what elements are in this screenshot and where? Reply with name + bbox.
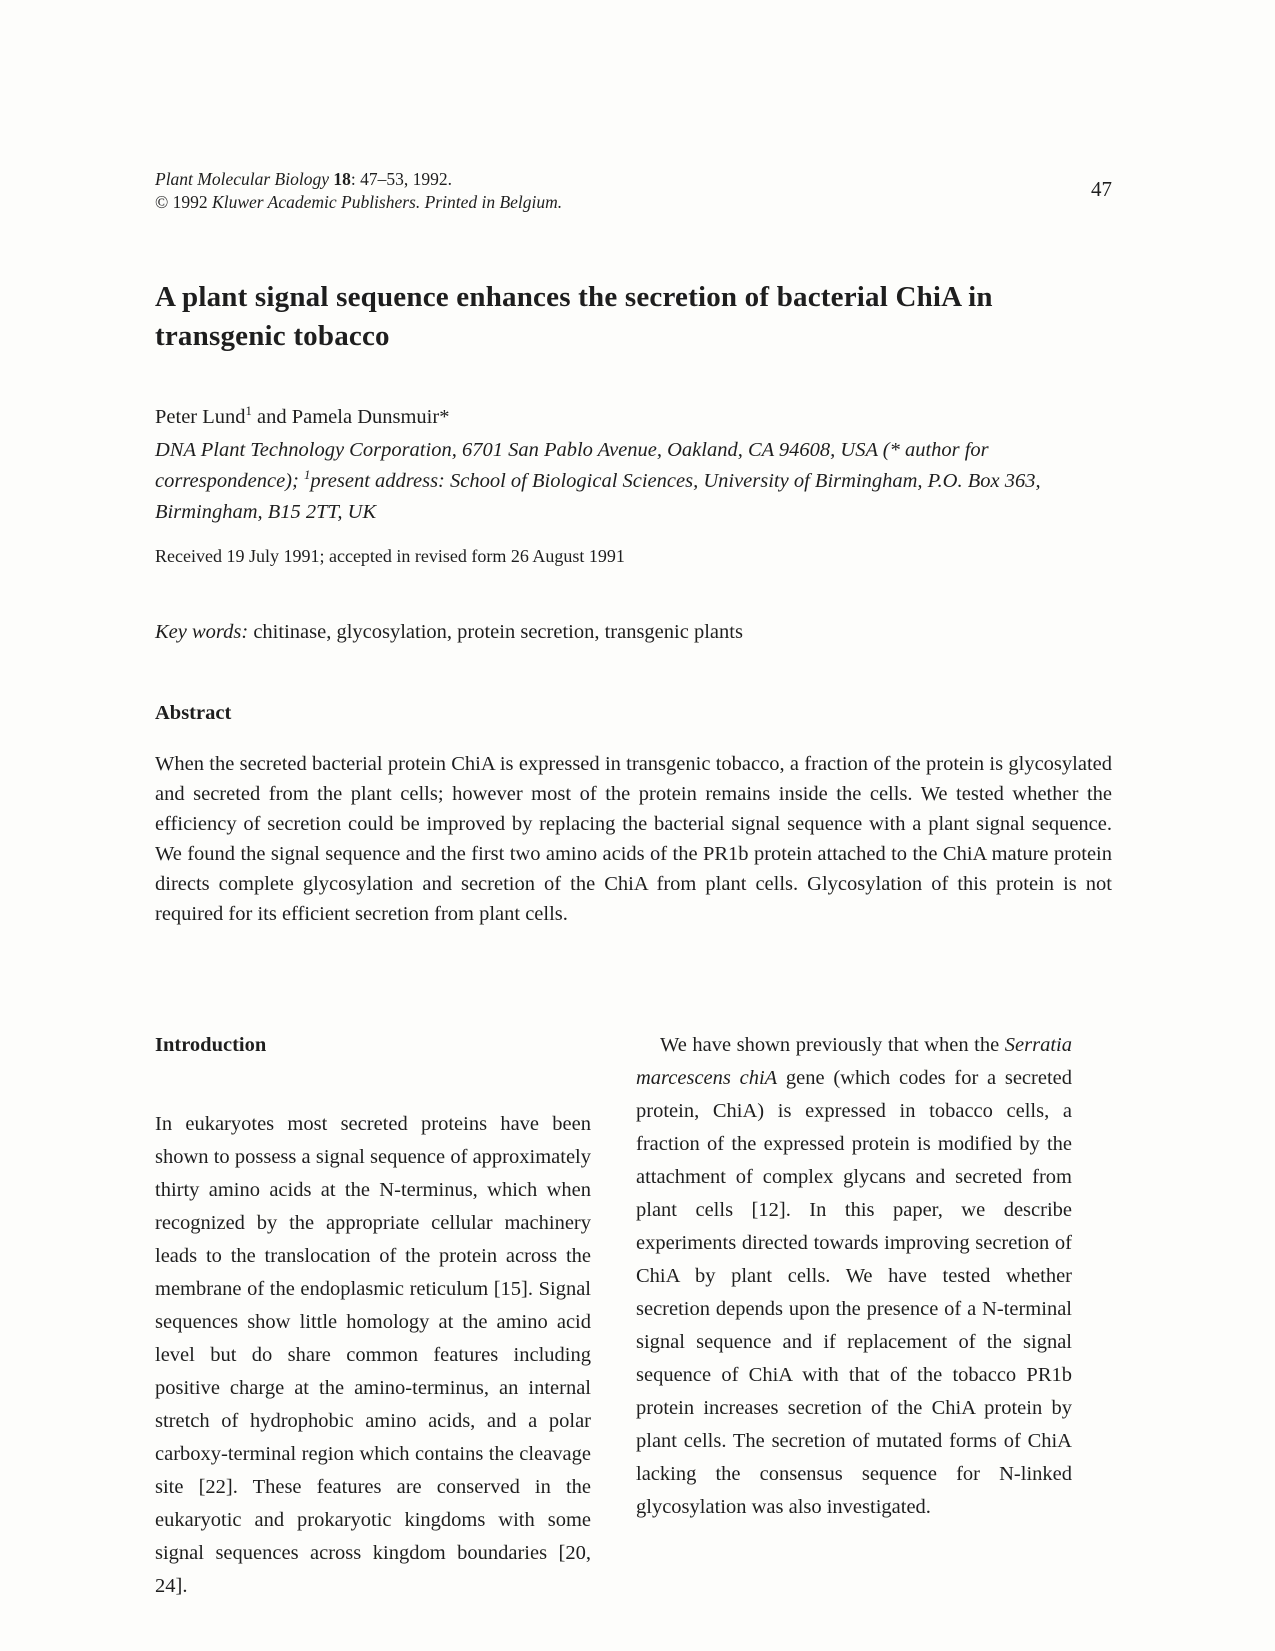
copyright-line bbox=[155, 191, 562, 214]
journal-header bbox=[155, 168, 1112, 214]
affiliation-block bbox=[155, 435, 1112, 528]
introduction-paragraph-left: In eukaryotes most secreted proteins have been shown to possess a signal sequence of approximately thirty amino acids at the N-terminus, which when recognized by the appropriate cellular machinery leads to the translocation of the protein across the membrane of the endoplasmic reticulum [15]. Signal sequences show little homology at the amino acid level but do share common features including positive charge at the amino-terminus, an internal stretch of hydrophobic amino acids, and a polar carboxy-terminal region which contains the cleavage site [22]. These features are conserved in the eukaryotic and prokaryotic kingdoms with some signal sequences across kingdom boundaries [20, 24]. bbox=[155, 1113, 591, 1597]
affiliation-footnote-marker: 1 bbox=[303, 468, 311, 483]
author-2: and Pamela Dunsmuir* bbox=[251, 406, 450, 428]
left-column bbox=[155, 1029, 591, 1603]
keywords-line bbox=[155, 621, 1112, 644]
right-paragraph-start: We have shown previously that when the bbox=[660, 1034, 1005, 1056]
right-column bbox=[636, 1029, 1072, 1603]
keywords-list: chitinase, glycosylation, protein secretion, transgenic plants bbox=[248, 621, 743, 643]
two-column-body bbox=[155, 1029, 1112, 1603]
affiliation-main: DNA Plant Technology Corporation, 6701 San Pablo Avenue, Oakland, CA 94608, USA (* author for correspondence); bbox=[155, 439, 989, 492]
abstract-heading: Abstract bbox=[155, 702, 232, 724]
paper-title: A plant signal sequence enhances the secretion of bacterial ChiA in transgenic tobacco bbox=[155, 281, 993, 352]
journal-volume: 18 bbox=[333, 169, 351, 189]
journal-citation-block bbox=[155, 168, 562, 214]
authors-line bbox=[155, 406, 1112, 429]
copyright-year: © 1992 bbox=[155, 192, 213, 212]
author-1: Peter Lund bbox=[155, 406, 246, 428]
received-dates-line: Received 19 July 1991; accepted in revised form 26 August 1991 bbox=[155, 546, 625, 566]
species-gene-name: Serratia marcescens chiA bbox=[636, 1034, 1072, 1089]
journal-name: Plant Molecular Biology bbox=[155, 169, 329, 189]
abstract-paragraph: When the secreted bacterial protein ChiA is expressed in transgenic tobacco, a fraction of the protein is glycosylated and secreted from the plant cells; however most of the protein remains inside the cells. We tested whether the efficiency of secretion could be improved by replacing the bacterial signal sequence with a plant signal sequence. We found the signal sequence and the first two amino acids of the PR1b protein attached to the ChiA mature protein directs complete glycosylation and secretion of the ChiA from plant cells. Glycosylation of this protein is not required for its efficient secretion from plant cells. bbox=[155, 753, 1112, 925]
right-paragraph-rest: gene (which codes for a secreted protein, ChiA) is expressed in tobacco cells, a fraction of the expressed protein is modified by the attachment of complex glycans and secreted from plant cells [12]. In this paper, we describe experiments directed towards improving secretion of ChiA by plant cells. We have tested whether secretion depends upon the presence of a N-terminal signal sequence and if replacement of the signal sequence of ChiA with that of the tobacco PR1b protein increases secretion of the ChiA protein by plant cells. The secretion of mutated forms of ChiA lacking the consensus sequence for N-linked glycosylation was also investigated. bbox=[636, 1067, 1072, 1518]
publisher-name: Kluwer Academic Publishers. Printed in Belgium. bbox=[212, 192, 563, 212]
journal-pages-year: : 47–53, 1992. bbox=[350, 169, 452, 189]
author-1-footnote-marker: 1 bbox=[245, 404, 252, 419]
introduction-paragraph-right bbox=[636, 1029, 1072, 1524]
affiliation-present-address: present address: School of Biological Sciences, University of Birmingham, P.O. Box 363, Birmingham, B15 2TT, UK bbox=[155, 470, 1041, 523]
page-number: 47 bbox=[1091, 177, 1112, 201]
introduction-heading: Introduction bbox=[155, 1034, 267, 1056]
journal-citation-line bbox=[155, 168, 562, 191]
keywords-label: Key words: bbox=[155, 621, 249, 643]
